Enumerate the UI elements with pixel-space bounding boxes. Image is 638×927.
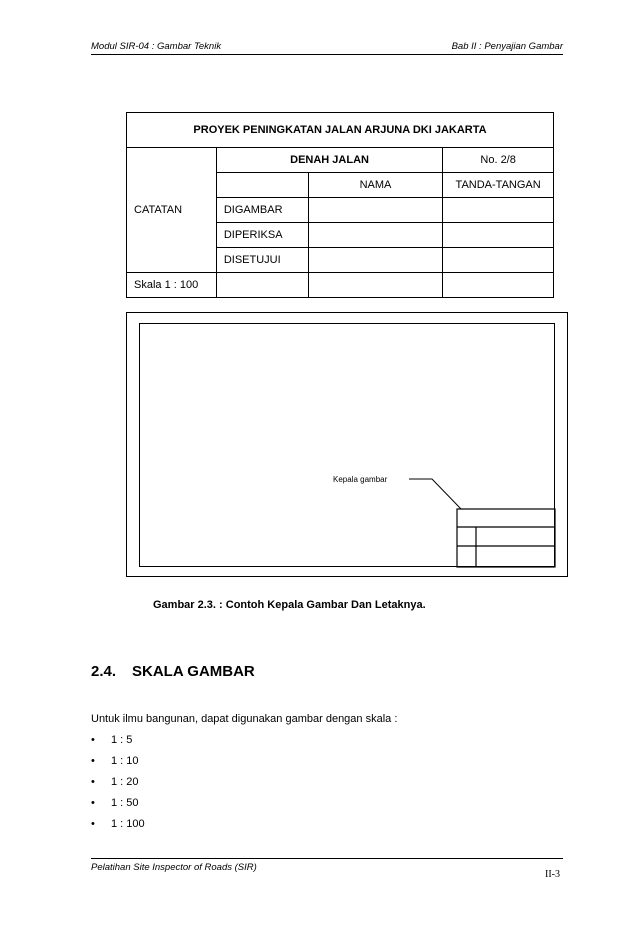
section-intro: Untuk ilmu bangunan, dapat digunakan gambar dengan skala : bbox=[91, 713, 398, 725]
bullet-icon: • bbox=[91, 755, 95, 767]
scale-value: 1 : 20 bbox=[111, 776, 139, 788]
page-number: II-3 bbox=[545, 869, 560, 880]
section-number: 2.4. bbox=[91, 663, 117, 680]
figure-caption: Gambar 2.3. : Contoh Kepala Gambar Dan Letaknya. bbox=[153, 599, 426, 611]
mini-title-block bbox=[457, 509, 555, 567]
row-label-diperiksa: DIPERIKSA bbox=[216, 223, 308, 248]
footer-divider bbox=[91, 858, 563, 859]
bullet-icon: • bbox=[91, 818, 95, 830]
catatan-cell: CATATAN bbox=[127, 148, 217, 273]
section-title: SKALA GAMBAR bbox=[132, 663, 255, 680]
footer-course-title: Pelatihan Site Inspector of Roads (SIR) bbox=[91, 862, 257, 873]
bullet-icon: • bbox=[91, 776, 95, 788]
scale-list bbox=[91, 730, 145, 835]
list-item bbox=[91, 814, 145, 835]
list-item bbox=[91, 730, 145, 751]
column-header-nama: NAMA bbox=[308, 173, 443, 198]
callout-label: Kepala gambar bbox=[333, 475, 388, 484]
section-heading bbox=[91, 663, 255, 680]
scale-value: 1 : 50 bbox=[111, 797, 139, 809]
project-title: PROYEK PENINGKATAN JALAN ARJUNA DKI JAKARTA bbox=[127, 113, 554, 148]
drawing-title: DENAH JALAN bbox=[216, 148, 442, 173]
drawing-number: No. 2/8 bbox=[443, 148, 554, 173]
list-item bbox=[91, 751, 145, 772]
scale-cell: Skala 1 : 100 bbox=[127, 273, 217, 298]
column-header-tanda-tangan: TANDA-TANGAN bbox=[443, 173, 554, 198]
list-item bbox=[91, 772, 145, 793]
scale-value: 1 : 100 bbox=[111, 818, 145, 830]
list-item bbox=[91, 793, 145, 814]
scale-value: 1 : 10 bbox=[111, 755, 139, 767]
row-label-disetujui: DISETUJUI bbox=[216, 248, 308, 273]
header-module-title: Modul SIR-04 : Gambar Teknik bbox=[91, 41, 222, 52]
bullet-icon: • bbox=[91, 797, 95, 809]
bullet-icon: • bbox=[91, 734, 95, 746]
scale-value: 1 : 5 bbox=[111, 734, 133, 746]
row-label-digambar: DIGAMBAR bbox=[216, 198, 308, 223]
callout-leader-line bbox=[409, 479, 461, 509]
header-chapter-title: Bab II : Penyajian Gambar bbox=[451, 41, 563, 52]
